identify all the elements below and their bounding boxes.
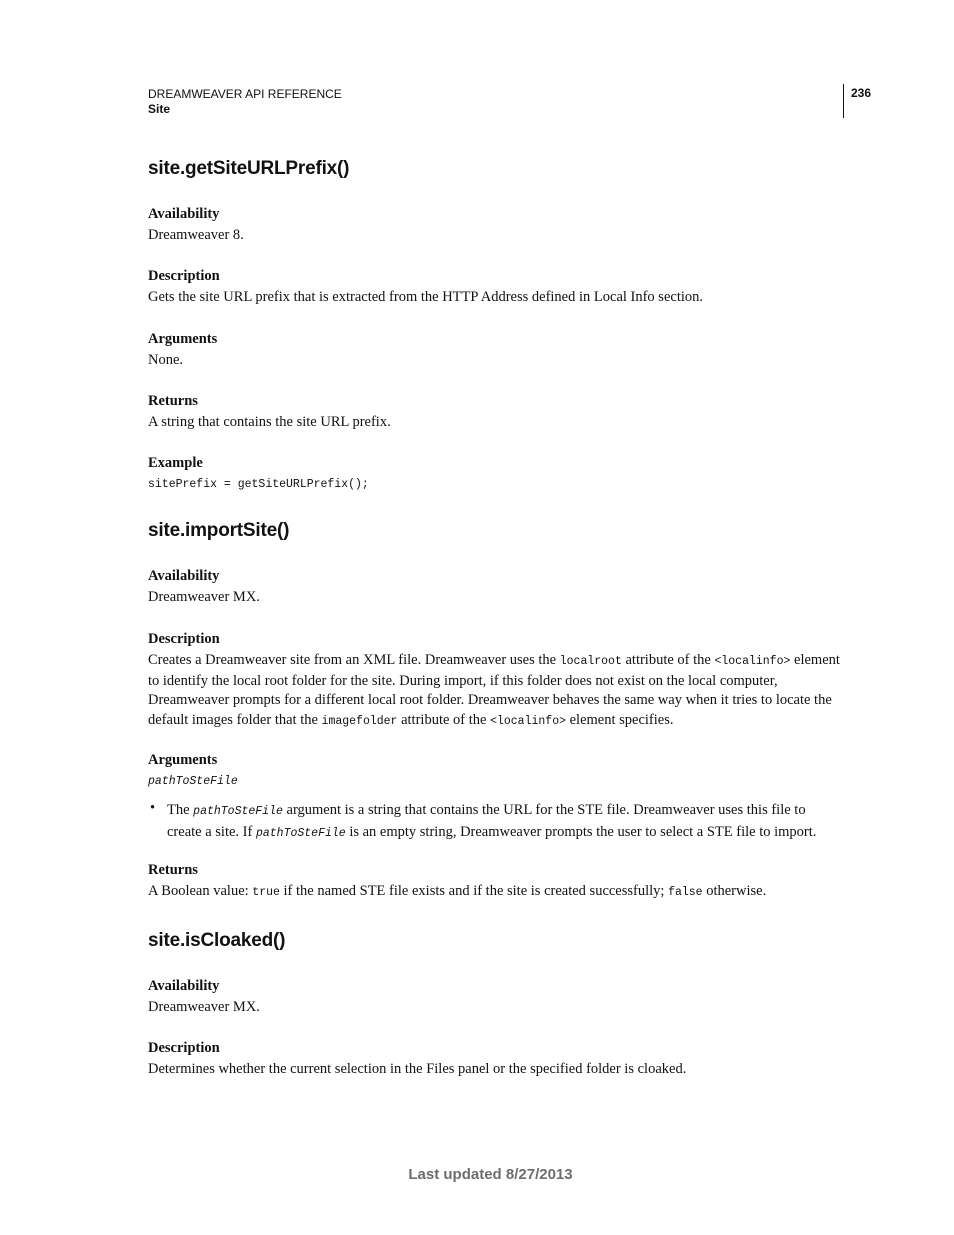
returns-text: A Boolean value: [148,883,253,899]
description-text: element specifies. [566,711,674,728]
returns-heading: Returns [148,862,198,878]
availability-heading: Availability [148,978,220,994]
description-text: attribute of the [397,711,491,728]
code-localinfo-tag: <localinfo> [714,655,791,668]
availability-heading: Availability [148,568,220,584]
returns-heading: Returns [148,393,198,409]
availability-text: Dreamweaver MX. [148,589,260,605]
description-text: Determines whether the current selection in the Files panel or the specified folder is cloaked. [148,1061,687,1077]
example-code: sitePrefix = getSiteURLPrefix(); [148,478,369,491]
bullet-text: is an empty string, Dreamweaver prompts the user to select a STE file to import. [345,824,817,840]
chapter-name: Site [148,102,171,116]
availability-heading: Availability [148,206,220,222]
code-argument-name: pathToSteFile [193,805,283,818]
arguments-heading: Arguments [148,331,218,347]
description-text: element to identify the local root folder for the site. During import, if this folder does not exist on the local computer, Dreamweaver prompts for a different local root folder. Dreamweaver behaves the same way when it tries to locate the default images folder that the [148,652,840,728]
returns-text: otherwise. [702,883,767,899]
section-title: site.importSite() [148,520,290,541]
bullet-text: The [167,802,194,818]
description-heading: Description [148,268,220,284]
argument-name: pathToSteFile [148,775,238,788]
availability-text: Dreamweaver MX. [148,999,260,1015]
description-paragraph [148,651,840,731]
running-header [148,87,342,117]
description-text: Creates a Dreamweaver site from an XML file. Dreamweaver uses the [148,652,560,668]
code-localinfo-tag: <localinfo> [490,714,566,728]
header-divider [843,84,844,118]
code-localroot: localroot [559,655,622,668]
code-imagefolder: imagefolder [321,714,398,728]
arguments-heading: Arguments [148,752,218,768]
arguments-text: None. [148,352,184,368]
code-false: false [668,886,703,899]
page-number: 236 [851,86,872,100]
returns-paragraph [148,882,766,903]
description-text: attribute of the [621,652,715,668]
code-true: true [252,886,280,899]
section-title: site.getSiteURLPrefix() [148,158,350,179]
returns-text: if the named STE file exists and if the site is created successfully; [279,883,669,899]
bullet-text: argument is a string that contains the URL for the STE file. Dreamweaver uses this file to create a site. If [167,802,806,840]
section-title: site.isCloaked() [148,930,286,951]
argument-bullet [167,800,839,844]
description-text: Gets the site URL prefix that is extracted from the HTTP Address defined in Local Info section. [148,289,704,305]
footer-last-updated: Last updated 8/27/2013 [408,1166,573,1183]
description-heading: Description [148,631,220,647]
availability-text: Dreamweaver 8. [148,227,244,243]
returns-text: A string that contains the site URL prefix. [148,414,391,430]
code-argument-name: pathToSteFile [255,827,346,840]
description-heading: Description [148,1040,220,1056]
example-heading: Example [148,455,203,471]
bullet-marker: • [150,800,156,816]
document-title: DREAMWEAVER API REFERENCE [148,87,342,101]
